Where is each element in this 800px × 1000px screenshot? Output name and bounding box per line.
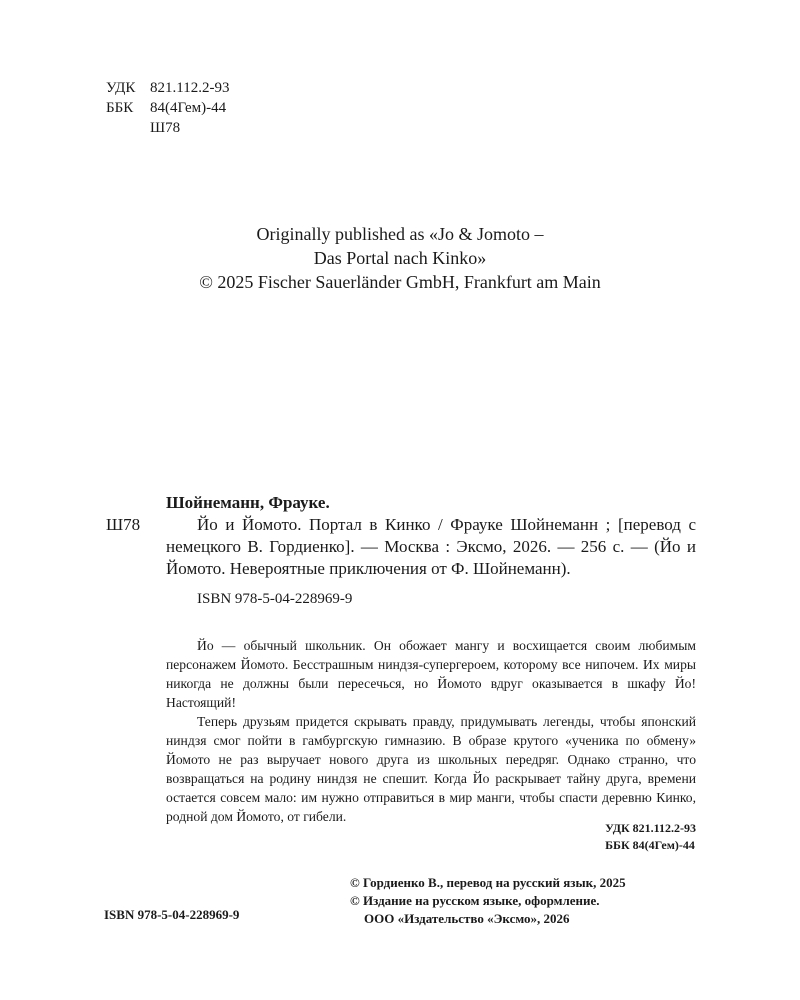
edition-copyright-line-1: © Издание на русском языке, оформление. (350, 893, 600, 908)
catalog-isbn: ISBN 978-5-04-228969-9 (197, 591, 353, 607)
classification-codes (106, 78, 229, 138)
catalog-side-code: Ш78 (106, 515, 141, 534)
original-line-2: Das Portal nach Kinko» (313, 248, 487, 268)
bbk-small: ББК 84(4Гем)-44 (605, 838, 695, 852)
bbk-label: ББК (106, 100, 134, 116)
original-line-1: Originally published as «Jo & Jomoto – (256, 224, 544, 244)
edition-copyright-line-2: ООО «Издательство «Эксмо», 2026 (364, 911, 570, 926)
udk-label: УДК (106, 80, 136, 96)
copyright-notices (350, 874, 626, 928)
author-sign-row (106, 118, 229, 138)
udk-value: 821.112.2-93 (150, 80, 230, 96)
classification-codes-small (605, 820, 696, 854)
isbn-bottom: ISBN 978-5-04-228969-9 (104, 907, 240, 922)
catalog-description: Йо и Йомото. Портал в Кинко / Фрауке Шойнеманн ; [перевод с немецкого В. Гордиенко]. — Москва : Эксмо, 2026. — 256 с. — (Йо и Йомото. Невероятные приключения от Ф. Шойнеманн). (166, 515, 696, 578)
annotation-paragraph-2: Теперь друзьям придется скрывать правду, придумывать легенды, чтобы японский ниндзя смог пойти в гамбургскую гимназию. В образе крутого «ученика по обмену» Йомото не раз выручает нового друга из школьных передряг. Однако странно, что возвращаться на родину ниндзя не спешит. Когда Йо раскрывает тайну друга, времени остается совсем мало: им нужно отправиться в мир манги, чтобы спасти деревню Кинко, родной дом Йомото, от гибели. (166, 714, 696, 824)
annotation-paragraph-1: Йо — обычный школьник. Он обожает мангу и восхищается своим любимым персонажем Йомото. Бесстрашным ниндзя-супергероем, которому все нипочем. Их миры никогда не должны были пересечься, но Йомото вдруг оказывается в шкафу Йо! Настоящий! (166, 638, 696, 710)
translation-copyright: © Гордиенко В., перевод на русский язык, 2025 (350, 875, 626, 890)
udk-small: УДК 821.112.2-93 (605, 821, 696, 835)
annotation (166, 636, 696, 826)
catalog-card (166, 492, 696, 610)
author-sign: Ш78 (150, 120, 181, 136)
original-copyright: © 2025 Fischer Sauerländer GmbH, Frankfurt am Main (199, 272, 601, 292)
bbk-row (106, 98, 229, 118)
bbk-value: 84(4Гем)-44 (150, 100, 227, 116)
udk-row (106, 78, 229, 98)
original-publication (0, 222, 800, 294)
catalog-author: Шойнеманн, Фрауке. (166, 493, 330, 512)
